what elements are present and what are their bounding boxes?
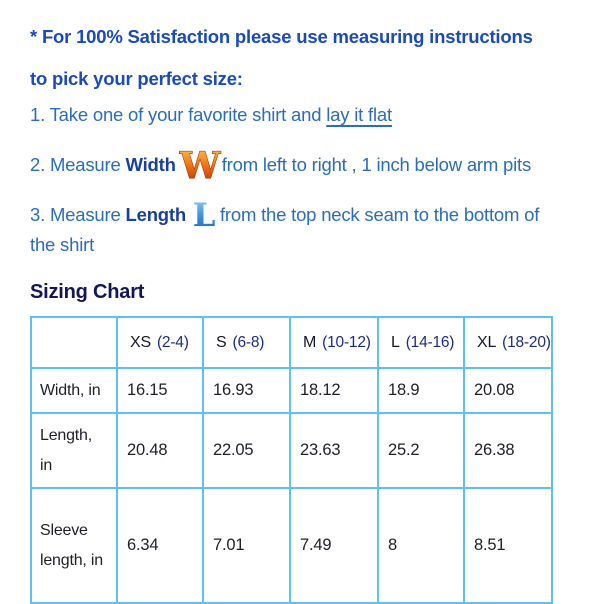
sleeve-s-value: 7.01 bbox=[203, 488, 290, 603]
table-row-sleeve-length bbox=[31, 488, 552, 603]
width-xl-value: 20.08 bbox=[464, 368, 552, 413]
size-label: S bbox=[216, 333, 227, 351]
sleeve-l-value: 8 bbox=[378, 488, 464, 603]
sleeve-xs-value: 6.34 bbox=[117, 488, 203, 603]
column-header-l bbox=[378, 317, 464, 368]
step-3-text-suffix: from the top neck seam to the bottom of bbox=[219, 204, 540, 225]
satisfaction-note-line-1: * For 100% Satisfaction please use measuring instructions bbox=[30, 26, 533, 47]
size-range: (18-20) bbox=[502, 333, 551, 351]
row-label-sleeve-length: Sleeve length, in bbox=[31, 488, 117, 603]
sizing-chart-title: Sizing Chart bbox=[30, 281, 145, 303]
table-header-row bbox=[31, 317, 552, 368]
step-2-text-suffix: from left to right , 1 inch below arm pits bbox=[221, 154, 532, 175]
size-label: M bbox=[303, 333, 317, 351]
column-header-xl bbox=[464, 317, 552, 368]
length-l-value: 25.2 bbox=[378, 413, 464, 488]
size-label: XL bbox=[477, 333, 497, 351]
column-header-xs bbox=[117, 317, 203, 368]
size-range: (2-4) bbox=[156, 333, 189, 351]
step-3-line-1 bbox=[30, 196, 592, 235]
length-s-value: 22.05 bbox=[203, 413, 290, 488]
size-label: L bbox=[391, 333, 400, 351]
step-1 bbox=[30, 100, 592, 130]
column-header-m bbox=[290, 317, 378, 368]
row-label-length: Length, in bbox=[31, 413, 117, 488]
width-l-value: 18.9 bbox=[378, 368, 464, 413]
satisfaction-note bbox=[30, 16, 592, 100]
step-2 bbox=[30, 145, 592, 188]
width-w-icon bbox=[179, 145, 220, 188]
sleeve-xl-value: 8.51 bbox=[464, 488, 552, 603]
sizing-instructions-page bbox=[30, 16, 592, 604]
satisfaction-note-line-2: to pick your perfect size: bbox=[30, 68, 243, 89]
sleeve-m-value: 7.49 bbox=[290, 488, 378, 603]
size-range: (6-8) bbox=[232, 333, 265, 351]
column-header-s bbox=[203, 317, 290, 368]
table-row-length bbox=[31, 413, 552, 488]
length-m-value: 23.63 bbox=[290, 413, 378, 488]
width-m-value: 18.12 bbox=[290, 368, 378, 413]
step-3 bbox=[30, 196, 592, 260]
l-glyph: L bbox=[192, 196, 216, 235]
width-xs-value: 16.15 bbox=[117, 368, 203, 413]
step-2-width-label: Width bbox=[125, 154, 176, 175]
sizing-chart-table bbox=[30, 316, 553, 604]
step-1-text: 1. Take one of your favorite shirt and bbox=[30, 104, 327, 125]
length-xl-value: 26.38 bbox=[464, 413, 552, 488]
length-xs-value: 20.48 bbox=[117, 413, 203, 488]
table-row-width bbox=[31, 368, 552, 413]
step-1-lay-it-flat-text: lay it flat bbox=[326, 104, 392, 125]
size-range: (10-12) bbox=[322, 333, 371, 351]
row-label-width: Width, in bbox=[31, 368, 117, 413]
step-2-text: 2. Measure bbox=[30, 154, 126, 175]
width-s-value: 16.93 bbox=[203, 368, 290, 413]
corner-cell bbox=[31, 317, 117, 368]
length-l-icon bbox=[192, 196, 216, 235]
size-range: (14-16) bbox=[405, 333, 455, 351]
size-label: XS bbox=[130, 333, 151, 351]
step-3-length-label: Length bbox=[125, 204, 186, 225]
step-3-line-2: the shirt bbox=[30, 234, 95, 255]
w-glyph: W bbox=[179, 145, 220, 188]
step-3-text: 3. Measure bbox=[30, 204, 126, 225]
